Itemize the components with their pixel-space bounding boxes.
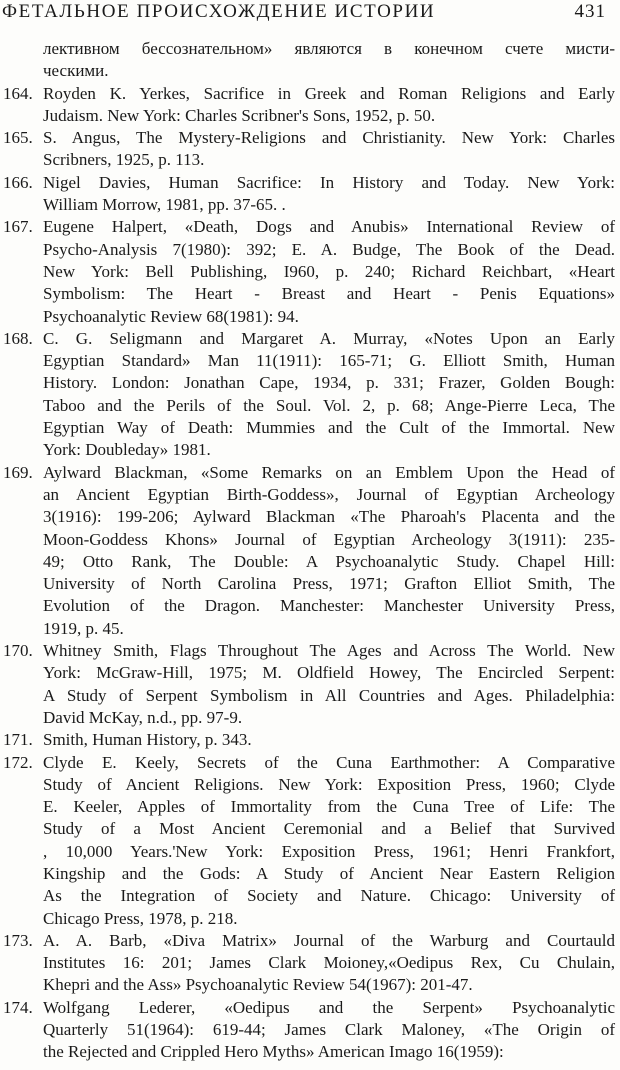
note-text-line: York: McGraw-Hill, 1975; M. Oldfield Howey, The Encircled Serpent: <box>43 663 615 683</box>
note-entry <box>3 752 615 930</box>
note-text-line: Study of a Most Ancient Ceremonial and a Belief that Survived <box>43 819 615 839</box>
note-text-line: Taboo and the Perils of the Soul. Vol. 2, p. 68; Ange-Pierre Leca, The <box>43 395 615 415</box>
note-text-line: A Study of Serpent Symbolism in All Countries and Ages. Philadelphia: <box>43 685 615 705</box>
note-text-line: Quarterly 51(1964): 619-44; James Clark Maloney, «The Origin of <box>43 1020 615 1040</box>
note-text-line: New York: Bell Publishing, I960, p. 240; Richard Reichbart, «Heart <box>43 261 615 281</box>
note-text-line: 3(1916): 199-206; Aylward Blackman «The Pharoah's Placenta and the <box>43 507 615 527</box>
note-entry <box>3 729 615 751</box>
notes-list <box>3 83 615 1064</box>
note-entry <box>3 930 615 997</box>
note-text-line: 1919, p. 45. <box>43 618 124 638</box>
note-number: 168. <box>3 328 33 348</box>
note-text-line: C. G. Seligmann and Margaret A. Murray, «Notes Upon an Early <box>43 328 615 348</box>
note-number: 166. <box>3 172 33 192</box>
note-text-line: Royden K. Yerkes, Sacrifice in Greek and Roman Religions and Early <box>43 83 615 103</box>
note-text-line: E. Keeler, Apples of Immortality from the Cuna Tree of Life: The <box>43 797 615 817</box>
note-entry <box>3 328 615 462</box>
note-entry <box>3 83 615 128</box>
note-number: 167. <box>3 217 33 237</box>
text-line: ческими. <box>43 61 109 81</box>
note-text-line: Eugene Halpert, «Death, Dogs and Anubis» International Review of <box>43 217 615 237</box>
note-text-line: University of North Carolina Press, 1971; Grafton Elliot Smith, The <box>43 574 615 594</box>
running-header <box>2 0 606 24</box>
note-text-line: Psychoanalytic Review 68(1981): 94. <box>43 306 299 326</box>
note-text-line: Aylward Blackman, «Some Remarks on an Emblem Upon the Head of <box>43 462 615 482</box>
note-text-line: History. London: Jonathan Cape, 1934, p. 331; Frazer, Golden Bough: <box>43 373 615 393</box>
note-text-line: Egyptian Way of Death: Mummies and the Cult of the Immortal. New <box>43 418 615 438</box>
note-text-line: Wolfgang Lederer, «Oedipus and the Serpent» Psychoanalytic <box>43 997 615 1017</box>
note-number: 170. <box>3 641 33 661</box>
note-entry <box>3 640 615 729</box>
note-text-line: , 10,000 Years.'New York: Exposition Press, 1961; Henri Frankfort, <box>43 841 615 861</box>
note-text-line: Institutes 16: 201; James Clark Moioney,«Oedipus Rex, Cu Chulain, <box>43 953 615 973</box>
note-text-line: Khepri and the Ass» Psychoanalytic Review 54(1967): 201-47. <box>43 975 473 995</box>
note-number: 174. <box>3 997 33 1017</box>
note-text-line: Symbolism: The Heart - Breast and Heart - Penis Equations» <box>43 284 615 304</box>
note-text-line: Kingship and the Gods: A Study of Ancient Near Eastern Religion <box>43 863 615 883</box>
running-title: ФЕТАЛЬНОЕ ПРОИСХОЖДЕНИЕ ИСТОРИИ <box>2 1 436 22</box>
note-text-line: David McKay, n.d., pp. 97-9. <box>43 707 243 727</box>
note-text-line: Evolution of the Dragon. Manchester: Manchester University Press, <box>43 596 615 616</box>
note-entry <box>3 997 615 1064</box>
note-text-line: Smith, Human History, p. 343. <box>43 730 252 750</box>
note-text-line: As the Integration of Society and Nature. Chicago: University of <box>43 886 615 906</box>
note-text-line: an Ancient Egyptian Birth-Goddess», Journal of Egyptian Archeology <box>43 484 615 504</box>
note-number: 164. <box>3 83 33 103</box>
note-text-line: Whitney Smith, Flags Throughout The Ages and Across The World. New <box>43 641 615 661</box>
note-text-line: S. Angus, The Mystery-Religions and Christianity. New York: Charles <box>43 128 615 148</box>
note-number: 169. <box>3 462 33 482</box>
note-text-line: Psycho-Analysis 7(1980): 392; E. A. Budge, The Book of the Dead. <box>43 239 615 259</box>
notes-body <box>3 38 615 1064</box>
text-line: лективном бессознательном» являются в конечном счете мисти- <box>43 39 615 58</box>
note-number: 165. <box>3 128 33 148</box>
note-text-line: York: Doubleday» 1981. <box>43 440 211 460</box>
note-text-line: Study of Ancient Religions. New York: Exposition Press, 1960; Clyde <box>43 774 615 794</box>
note-text-line: Egyptian Standard» Man 11(1911): 165-71; G. Elliott Smith, Human <box>43 351 615 371</box>
note-entry <box>3 127 615 172</box>
note-text-line: Chicago Press, 1978, p. 218. <box>43 908 238 928</box>
note-text-line: the Rejected and Crippled Hero Myths» American Imago 16(1959): <box>43 1042 504 1062</box>
note-text-line: Nigel Davies, Human Sacrifice: In History and Today. New York: <box>43 172 615 192</box>
note-entry <box>3 462 615 640</box>
note-entry <box>3 172 615 217</box>
note-text-line: 49; Otto Rank, The Double: A Psychoanalytic Study. Chapel Hill: <box>43 551 615 571</box>
note-number: 171. <box>3 730 33 750</box>
page-number: 431 <box>574 1 606 22</box>
note-text-line: A. A. Barb, «Diva Matrix» Journal of the Warburg and Courtauld <box>43 930 615 950</box>
note-text-line: Scribners, 1925, p. 113. <box>43 150 205 170</box>
note-text-line: Moon-Goddess Khons» Journal of Egyptian Archeology 3(1911): 235- <box>43 529 615 549</box>
note-number: 173. <box>3 930 33 950</box>
continuation-paragraph <box>3 38 615 83</box>
note-text-line: Judaism. New York: Charles Scribner's Sons, 1952, p. 50. <box>43 105 436 125</box>
note-entry <box>3 216 615 327</box>
note-text-line: William Morrow, 1981, pp. 37-65. . <box>43 195 286 215</box>
note-text-line: Clyde E. Keely, Secrets of the Cuna Earthmother: A Comparative <box>43 752 615 772</box>
note-number: 172. <box>3 752 33 772</box>
